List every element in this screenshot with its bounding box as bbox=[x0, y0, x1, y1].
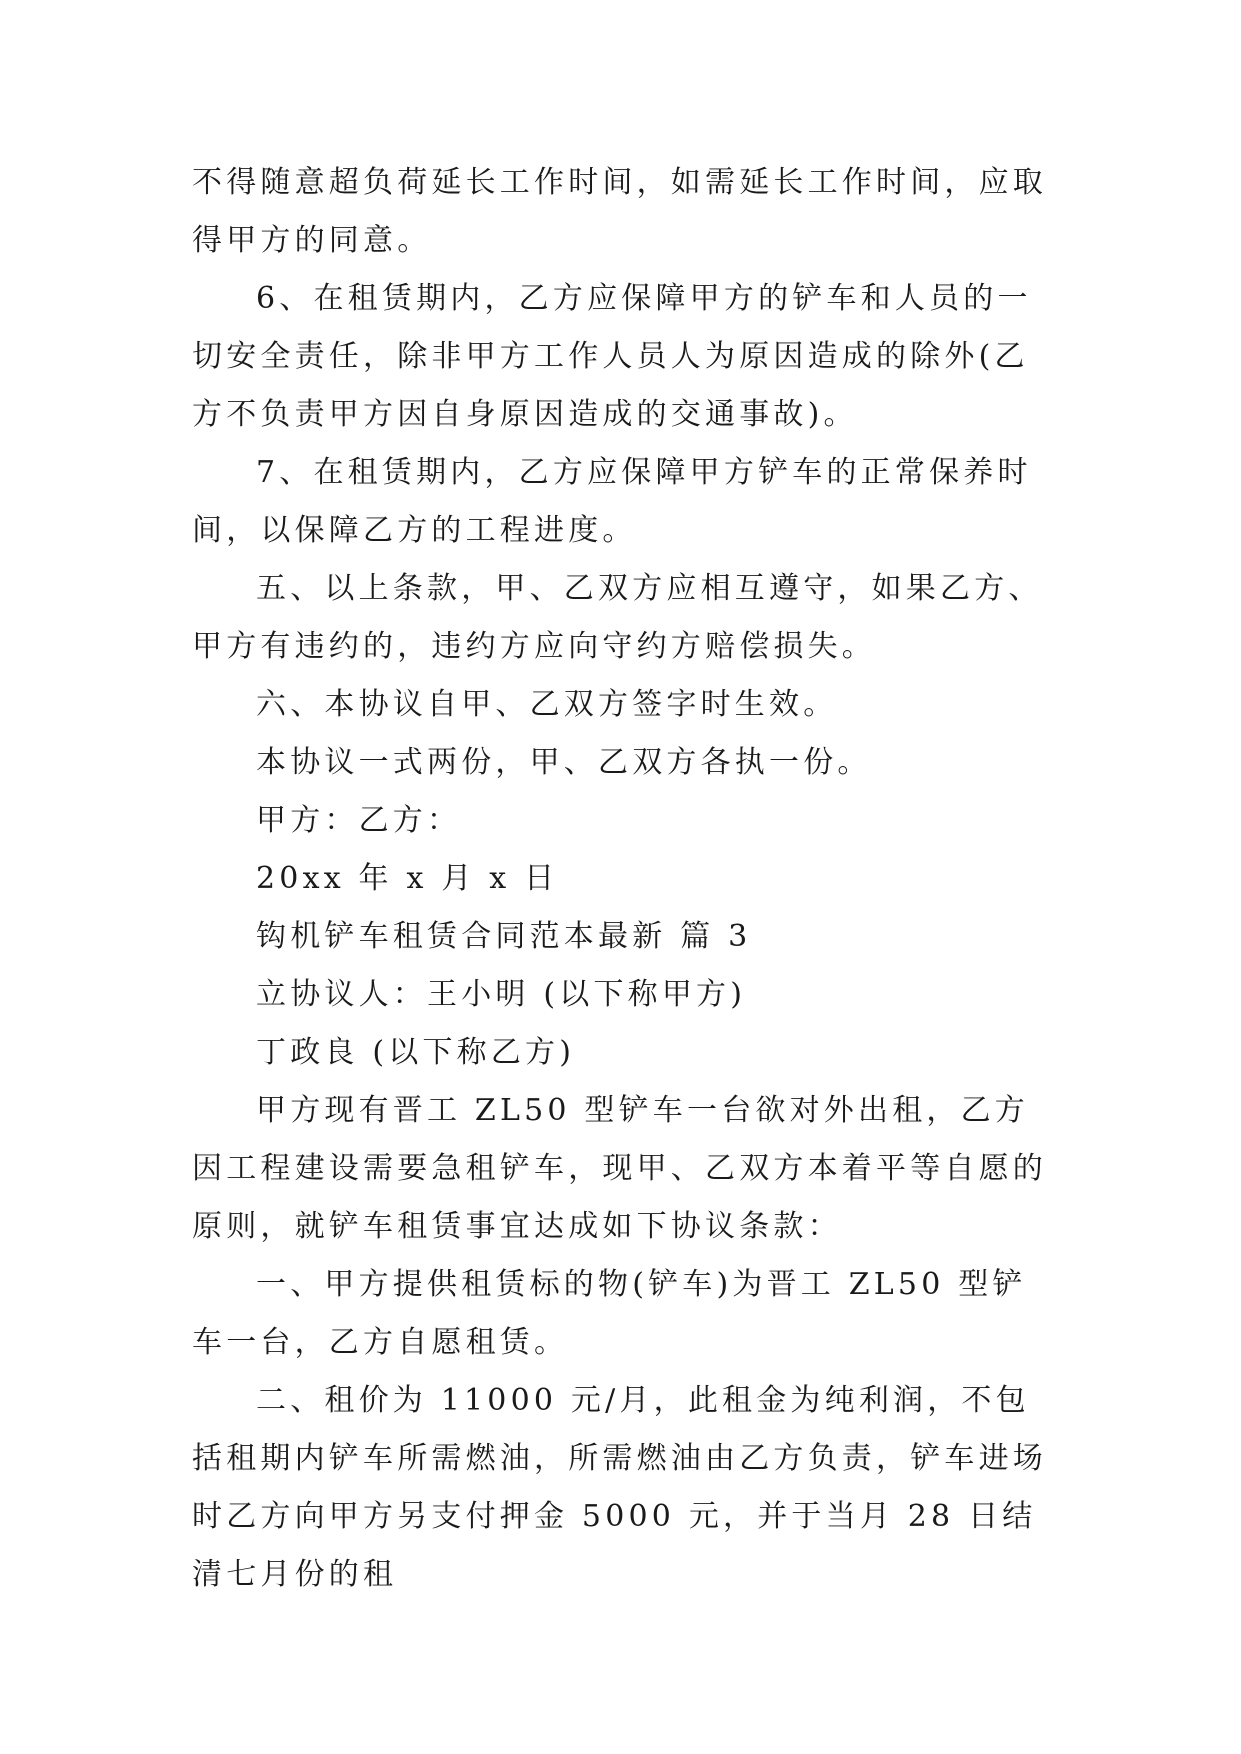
paragraph-section-5-breach: 五、以上条款，甲、乙双方应相互遵守，如果乙方、甲方有违约的，违约方应向守约方赔偿损失。 bbox=[192, 571, 1043, 664]
paragraph-preamble: 甲方现有晋工 ZL50 型铲车一台欲对外出租，乙方因工程建设需要急租铲车，现甲、乙双方本着平等自愿的原则，就铲车租赁事宜达成如下协议条款： bbox=[192, 1093, 1047, 1244]
paragraph-clause-6-safety: 6、在租赁期内，乙方应保障甲方的铲车和人员的一切安全责任，除非甲方工作人员人为原因造成的除外(乙方不负责甲方因自身原因造成的交通事故)。 bbox=[192, 281, 1032, 432]
party-b-line: 丁政良 (以下称乙方) bbox=[256, 1035, 576, 1070]
party-a-line: 立协议人：王小明 (以下称甲方) bbox=[256, 977, 747, 1012]
paragraph-clause-1-subject: 一、甲方提供租赁标的物(铲车)为晋工 ZL50 型铲车一台，乙方自愿租赁。 bbox=[192, 1267, 1027, 1360]
paragraph-overtime-consent: 不得随意超负荷延长工作时间，如需延长工作时间，应取得甲方的同意。 bbox=[192, 165, 1047, 258]
document-body bbox=[192, 154, 1050, 1604]
date-line: 20xx 年 x 月 x 日 bbox=[256, 861, 559, 896]
paragraph-copies: 本协议一式两份，甲、乙双方各执一份。 bbox=[256, 745, 872, 780]
paragraph-clause-2-price: 二、租价为 11000 元/月，此租金为纯利润，不包括租期内铲车所需燃油，所需燃油由乙方负责，铲车进场时乙方向甲方另支付押金 5000 元，并于当月 28 日结清七月份的租 bbox=[192, 1383, 1047, 1592]
paragraph-clause-7-maintenance: 7、在租赁期内，乙方应保障甲方铲车的正常保养时间，以保障乙方的工程进度。 bbox=[192, 455, 1032, 548]
signature-parties-line: 甲方：乙方： bbox=[256, 803, 462, 838]
paragraph-section-6-effective: 六、本协议自甲、乙双方签字时生效。 bbox=[256, 687, 838, 722]
section-heading-part-3: 钩机铲车租赁合同范本最新 篇 3 bbox=[256, 919, 752, 954]
